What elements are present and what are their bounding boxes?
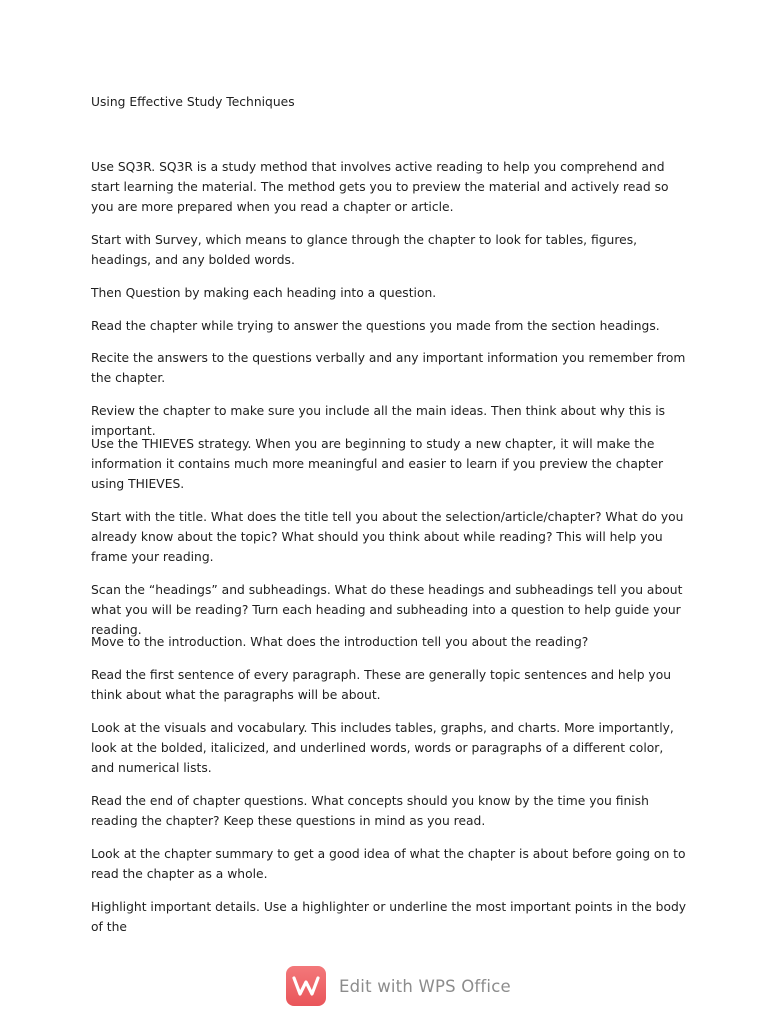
- paragraph-sq3r: Use SQ3R. SQ3R is a study method that involves active reading to help you comprehend and start learning the material. The method gets you to preview the material and actively read so you are more prepared when you read a chapter or article.: [91, 160, 669, 215]
- paragraph-survey: Start with Survey, which means to glance through the chapter to look for tables, figures, headings, and any bolded words.: [91, 233, 638, 268]
- paragraph-headings: Scan the “headings” and subheadings. What do these headings and subheadings tell you about what you will be reading? Turn each heading and subheading into a question to help guide your reading.: [91, 583, 683, 638]
- paragraph-thieves: Use the THIEVES strategy. When you are beginning to study a new chapter, it will make the information it contains much more meaningful and easier to learn if you preview the chapter using THIEVES.: [91, 437, 664, 492]
- paragraph-review: Review the chapter to make sure you include all the main ideas. Then think about why this is important.: [91, 404, 666, 439]
- paragraph-visuals: Look at the visuals and vocabulary. This includes tables, graphs, and charts. More importantly, look at the bolded, italicized, and underlined words, words or paragraphs of a different color, and numerical lists.: [91, 721, 674, 776]
- wps-office-logo-icon[interactable]: [286, 966, 326, 1006]
- paragraph-read: Read the chapter while trying to answer the questions you made from the section headings.: [91, 319, 660, 333]
- edit-with-wps-banner[interactable]: [286, 966, 511, 1006]
- document-title: Using Effective Study Techniques: [91, 95, 295, 109]
- paragraph-question: Then Question by making each heading into a question.: [91, 286, 437, 300]
- paragraph-introduction: Move to the introduction. What does the introduction tell you about the reading?: [91, 635, 589, 649]
- paragraph-recite: Recite the answers to the questions verbally and any important information you remember from the chapter.: [91, 351, 686, 386]
- edit-with-wps-text[interactable]: Edit with WPS Office: [339, 976, 511, 996]
- paragraph-summary: Look at the chapter summary to get a good idea of what the chapter is about before going on to read the chapter as a whole.: [91, 847, 686, 882]
- paragraph-every-paragraph: Read the first sentence of every paragraph. These are generally topic sentences and help you think about what the paragraphs will be about.: [91, 668, 672, 703]
- paragraph-highlight: Highlight important details. Use a highlighter or underline the most important points in the body of the: [91, 900, 687, 935]
- paragraph-title: Start with the title. What does the title tell you about the selection/article/chapter? What do you already know about the topic? What should you think about while reading? This will help you frame your reading.: [91, 510, 684, 565]
- paragraph-end-questions: Read the end of chapter questions. What concepts should you know by the time you finish reading the chapter? Keep these questions in mind as you read.: [91, 794, 649, 829]
